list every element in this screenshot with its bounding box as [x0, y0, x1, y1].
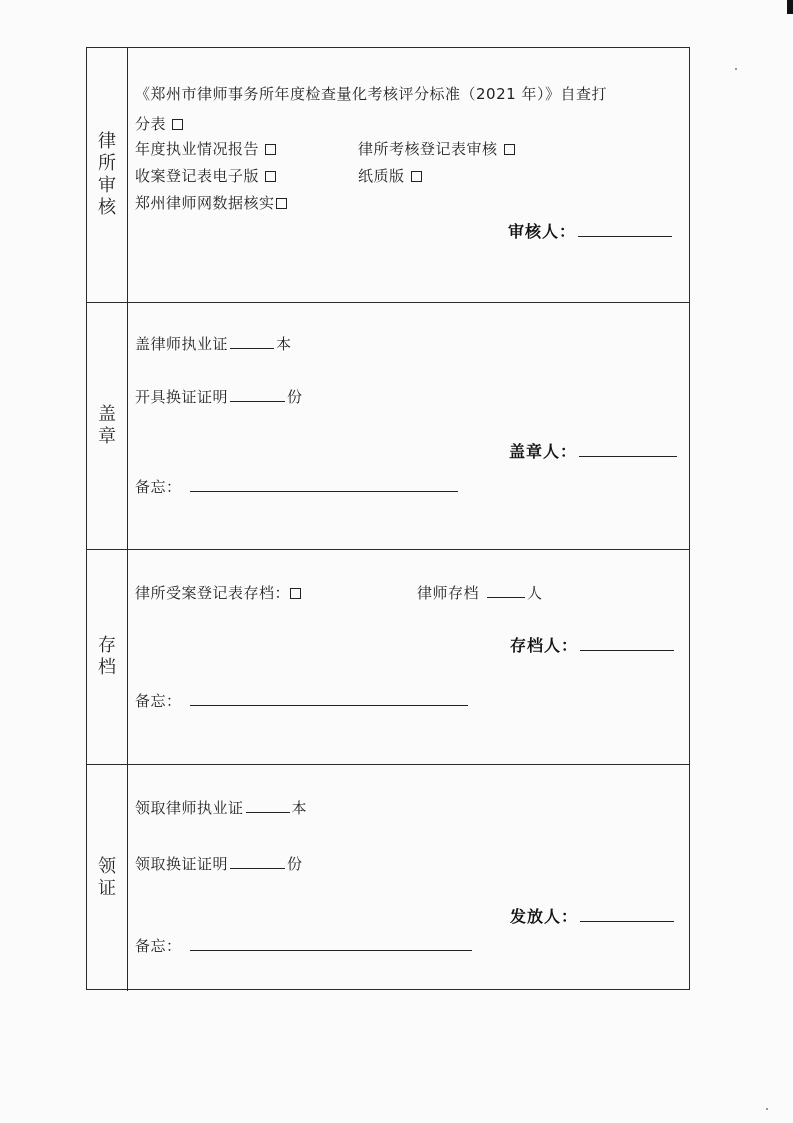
exam-form-label: 律所考核登记表审核: [358, 140, 498, 158]
exam-form-checkbox[interactable]: [504, 144, 515, 155]
cert-proof-count-field[interactable]: [230, 387, 285, 402]
self-check-line: [135, 113, 183, 134]
section-label-cell: [87, 765, 128, 991]
paper-checkbox[interactable]: [411, 171, 422, 182]
lawyer-archive-line: [417, 582, 543, 603]
collect-license-count-field[interactable]: [246, 798, 290, 813]
online-verify-checkbox[interactable]: [276, 198, 287, 209]
self-check-checkbox[interactable]: [172, 119, 183, 130]
archive-memo-label: 备忘：: [135, 692, 182, 710]
section-stamp: [87, 303, 689, 550]
section-label-cell: [87, 48, 128, 302]
license-stamp-line: [135, 333, 292, 354]
stamp-memo-line: [135, 476, 460, 497]
auditor-field[interactable]: [578, 222, 672, 237]
section-label-stamp: 盖章: [98, 404, 116, 447]
section-archive-content: [128, 550, 689, 764]
stamper-signature: [509, 439, 679, 462]
form-table: [86, 47, 690, 990]
scan-mark: [787, 0, 793, 14]
annual-report-label: 年度执业情况报告: [135, 140, 260, 158]
collect-memo-line: [135, 935, 474, 956]
section-label-cell: [87, 550, 128, 764]
online-verify-label: 郑州律师网数据核实: [135, 194, 275, 212]
section-label-audit: 律所审核: [98, 131, 116, 218]
collect-license-unit: 本: [291, 799, 308, 817]
electronic-line: [135, 165, 276, 186]
cert-proof-label: 开具换证证明: [135, 388, 229, 406]
standard-title: 《郑州市律师事务所年度检查量化考核评分标准（2021 年）》自查打: [135, 85, 607, 103]
section-collect-content: [128, 765, 689, 991]
section-label-collect: 领证: [98, 856, 116, 899]
issuer-field[interactable]: [580, 907, 674, 922]
register-archive-line: [135, 582, 301, 603]
section-collect: [87, 765, 689, 991]
collect-memo-label: 备忘：: [135, 937, 182, 955]
scan-speck: [766, 1108, 768, 1110]
lawyer-archive-count-field[interactable]: [487, 583, 525, 598]
stamp-memo-label: 备忘：: [135, 478, 182, 496]
section-audit-content: [128, 48, 689, 302]
collect-proof-unit: 份: [287, 855, 303, 873]
section-stamp-content: [128, 303, 689, 549]
self-check-label: 分表: [135, 115, 167, 133]
exam-form-line: [358, 138, 515, 159]
paper-line: [358, 165, 422, 186]
archive-memo-line: [135, 690, 470, 711]
archiver-signature: [510, 633, 676, 656]
collect-license-label: 领取律师执业证: [135, 799, 244, 817]
lawyer-archive-unit: 人: [527, 584, 543, 602]
section-audit: [87, 48, 689, 303]
lawyer-archive-label: 律师存档: [417, 584, 480, 602]
issuer-label: 发放人：: [510, 907, 579, 926]
paper-label: 纸质版: [358, 167, 405, 185]
cert-proof-unit: 份: [287, 388, 303, 406]
cert-proof-line: [135, 386, 303, 407]
license-stamp-unit: 本: [276, 335, 292, 353]
stamper-label: 盖章人：: [509, 442, 578, 461]
auditor-signature: [508, 219, 674, 242]
section-label-cell: [87, 303, 128, 549]
collect-memo-field[interactable]: [190, 936, 472, 951]
electronic-checkbox[interactable]: [265, 171, 276, 182]
license-stamp-count-field[interactable]: [230, 334, 274, 349]
register-archive-label: 律所受案登记表存档：: [135, 584, 291, 602]
electronic-label: 收案登记表电子版: [135, 167, 260, 185]
stamp-memo-field[interactable]: [190, 477, 458, 492]
annual-report-line: [135, 138, 276, 159]
collect-proof-label: 领取换证证明: [135, 855, 229, 873]
collect-license-line: [135, 797, 307, 818]
archive-memo-field[interactable]: [190, 691, 468, 706]
register-archive-checkbox[interactable]: [290, 588, 301, 599]
annual-report-checkbox[interactable]: [265, 144, 276, 155]
archiver-label: 存档人：: [510, 636, 579, 655]
auditor-label: 审核人：: [508, 222, 577, 241]
collect-proof-line: [135, 853, 303, 874]
scan-speck: [735, 68, 737, 70]
online-verify-line: [135, 192, 287, 213]
archiver-field[interactable]: [580, 636, 674, 651]
section-archive: [87, 550, 689, 765]
collect-proof-count-field[interactable]: [230, 854, 285, 869]
issuer-signature: [510, 904, 676, 927]
section-label-archive: 存档: [98, 635, 116, 678]
license-stamp-label: 盖律师执业证: [135, 335, 229, 353]
stamper-field[interactable]: [579, 442, 677, 457]
